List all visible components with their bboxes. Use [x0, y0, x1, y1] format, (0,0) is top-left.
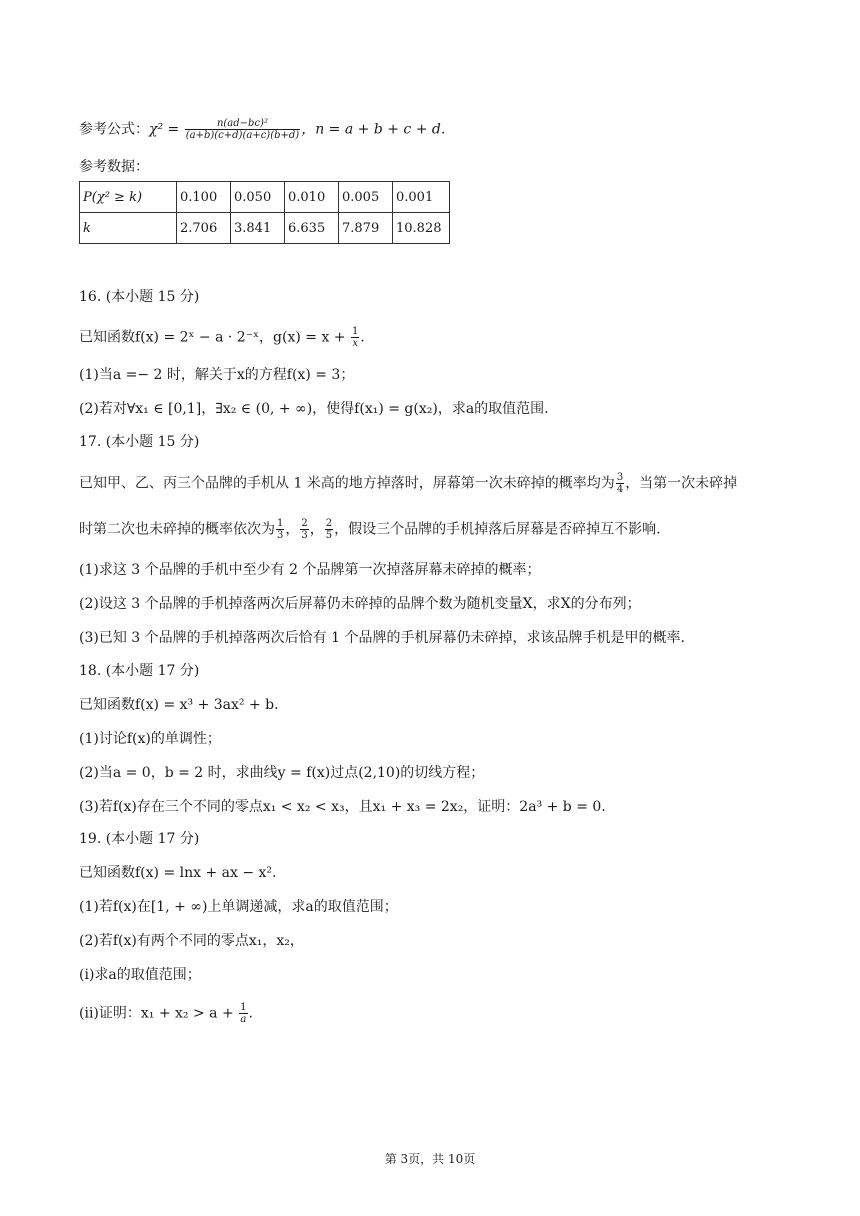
q18-stem: 已知函数f(x) = x³ + 3ax² + b. — [79, 697, 279, 713]
table-row — [80, 213, 450, 244]
reference-formula — [79, 118, 445, 141]
q19-stem: 已知函数f(x) = lnx + ax − x². — [79, 865, 277, 881]
formula-denominator: (a+b)(c+d)(a+c)(b+d) — [185, 130, 300, 141]
q18-part-3: (3)若f(x)存在三个不同的零点x₁ < x₂ < x₃，且x₁ + x₃ = 2x₂，证明：2a³ + b = 0. — [79, 799, 606, 815]
q16-stem-end: . — [360, 329, 365, 346]
formula-lhs: χ² = — [149, 121, 180, 138]
fraction-numerator: 3 — [616, 472, 624, 483]
formula-fraction — [185, 118, 300, 141]
critical-value-table — [79, 181, 450, 244]
q16-header: 16. (本小题 15 分) — [79, 289, 200, 305]
fraction-denominator: 3 — [277, 530, 284, 541]
q17-part-2: (2)设这 3 个品牌的手机掉落两次后屏幕仍未碎掉的品牌个数为随机变量X，求X的分布列； — [79, 596, 641, 612]
q17-stem-text: 已知甲、乙、丙三个品牌的手机从 1 米高的地方掉落时，屏幕第一次未碎掉的概率均为 — [79, 475, 615, 492]
fraction-denominator: 3 — [301, 530, 308, 541]
fraction-denominator: 4 — [616, 484, 624, 495]
q17-part-1: (1)求这 3 个品牌的手机中至少有 2 个品牌第一次掉落屏幕未碎掉的概率； — [79, 562, 541, 578]
q16-stem-text: 已知函数f(x) = 2ˣ − a · 2⁻ˣ，g(x) = x + — [79, 329, 346, 346]
table-cell: P(χ² ≥ k) — [80, 182, 177, 213]
fraction-numerator: 2 — [301, 518, 308, 529]
fraction-numerator: 2 — [325, 518, 333, 529]
table-cell: 0.001 — [393, 182, 450, 213]
q17-header: 17. (本小题 15 分) — [79, 434, 200, 450]
q17-stem-text: ，假设三个品牌的手机掉落后屏幕是否碎掉互不影响. — [334, 521, 661, 538]
q17-part-3: (3)已知 3 个品牌的手机掉落两次后恰有 1 个品牌的手机屏幕仍未碎掉，求该品牌手机是甲的概率. — [79, 630, 685, 646]
fraction-numerator: 1 — [351, 326, 359, 337]
q17-stem-text: ，当第一次未碎掉 — [625, 475, 738, 492]
q18-part-2: (2)当a = 0，b = 2 时，求曲线y = f(x)过点(2,10)的切线方程； — [79, 765, 485, 781]
page-footer: 第 3页，共 10页 — [384, 1152, 476, 1166]
q17-fraction — [325, 518, 333, 541]
q18-part-1: (1)讨论f(x)的单调性； — [79, 731, 221, 747]
q19-part-2-ii-text: (ii)证明：x₁ + x₂ > a + — [79, 1005, 234, 1022]
q19-part-2: (2)若f(x)有两个不同的零点x₁，x₂， — [79, 933, 304, 949]
table-cell: 2.706 — [177, 213, 231, 244]
q18-header: 18. (本小题 17 分) — [79, 663, 200, 679]
q16-part-2: (2)若对∀x₁ ∈ [0,1]，∃x₂ ∈ (0, + ∞)，使得f(x₁) = g(x₂)，求a的取值范围. — [79, 401, 549, 417]
q17-fraction — [276, 518, 284, 541]
table-row — [80, 182, 450, 213]
table-cell: 6.635 — [285, 213, 339, 244]
q16-stem — [79, 326, 365, 349]
reference-data-label: 参考数据： — [79, 159, 149, 175]
fraction-denominator: 5 — [325, 530, 333, 541]
fraction-numerator: 1 — [240, 1002, 247, 1013]
q17-fraction — [300, 518, 308, 541]
fraction-numerator: 1 — [277, 518, 284, 529]
table-cell: 0.010 — [285, 182, 339, 213]
table-cell: 0.100 — [177, 182, 231, 213]
q19-part-2-ii-end: . — [248, 1005, 253, 1022]
formula-label: 参考公式： — [79, 121, 149, 138]
table-cell: 10.828 — [393, 213, 450, 244]
table-cell: 0.005 — [339, 182, 393, 213]
q17-fraction — [616, 472, 624, 495]
q19-part-2-ii — [79, 1002, 253, 1025]
q17-stem-line-1 — [79, 472, 737, 495]
formula-numerator: n(ad−bc)² — [185, 118, 300, 130]
formula-rest: ，n = a + b + c + d. — [301, 121, 446, 138]
fraction-denominator: x — [352, 338, 358, 349]
table-cell: k — [80, 213, 177, 244]
table-cell: 0.050 — [231, 182, 285, 213]
q17-stem-line-2: 时第二次也未碎掉的概率依次为 $\frac{1}{3}$ ， $\frac{2}{3}$ ， $\frac{2}{5}$ ，假设三个品牌的手机掉落后屏幕是否碎掉互不影响. — [79, 518, 661, 541]
q19-part-2-i: (i)求a的取值范围； — [79, 967, 201, 983]
q16-part-1: (1)当a =− 2 时，解关于x的方程f(x) = 3； — [79, 367, 355, 383]
q16-fraction — [351, 326, 359, 349]
q19-header: 19. (本小题 17 分) — [79, 831, 200, 847]
fraction-denominator: a — [240, 1014, 247, 1025]
q19-part-1: (1)若f(x)在[1, + ∞)上单调递减，求a的取值范围； — [79, 899, 398, 915]
table-cell: 3.841 — [231, 213, 285, 244]
q19-fraction — [239, 1002, 247, 1025]
table-cell: 7.879 — [339, 213, 393, 244]
q17-stem-text: 时第二次也未碎掉的概率依次为 — [79, 521, 275, 538]
